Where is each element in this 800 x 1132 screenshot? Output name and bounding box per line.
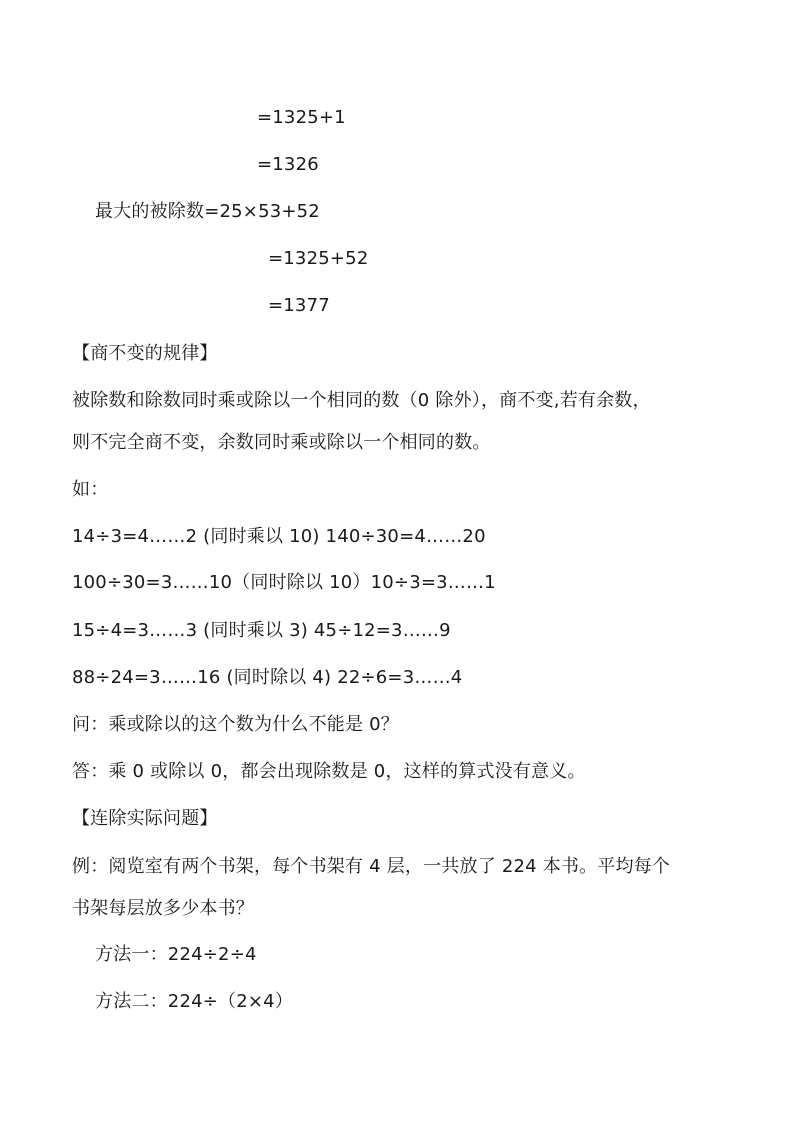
example-line-1: 14÷3=4……2 (同时乘以 10) 140÷30=4……20: [72, 526, 486, 547]
example-line-4: 88÷24=3……16 (同时除以 4) 22÷6=3……4: [72, 667, 463, 688]
example-label: 如：: [72, 479, 109, 500]
max-dividend-line: 最大的被除数=25×53+52: [95, 201, 320, 222]
question-line: 问：乘或除以的这个数为什么不能是 0？: [72, 714, 399, 735]
calc-line-1: =1325+1: [257, 107, 346, 128]
answer-line: 答：乘 0 或除以 0，都会出现除数是 0，这样的算式没有意义。: [72, 761, 586, 782]
problem-text-2: 书架每层放多少本书？: [72, 898, 254, 919]
calc-line-3: =1325+52: [268, 248, 369, 269]
method-one-line: 方法一：224÷2÷4: [95, 944, 257, 965]
rule-text-2: 则不完全商不变，余数同时乘或除以一个相同的数。: [72, 432, 491, 453]
section-heading-continuous-division: 【连除实际问题】: [72, 808, 218, 829]
section-heading-quotient-rule: 【商不变的规律】: [72, 343, 218, 364]
problem-text-1: 例：阅览室有两个书架，每个书架有 4 层，一共放了 224 本书。平均每个: [72, 856, 671, 877]
method-two-line: 方法二：224÷（2×4）: [95, 991, 294, 1012]
rule-text-1: 被除数和除数同时乘或除以一个相同的数（0 除外），商不变,若有余数，: [72, 390, 651, 411]
calc-line-2: =1326: [257, 154, 319, 175]
calc-line-4: =1377: [268, 295, 330, 316]
example-line-2: 100÷30=3……10（同时除以 10）10÷3=3……1: [72, 572, 496, 593]
example-line-3: 15÷4=3……3 (同时乘以 3) 45÷12=3……9: [72, 620, 451, 641]
